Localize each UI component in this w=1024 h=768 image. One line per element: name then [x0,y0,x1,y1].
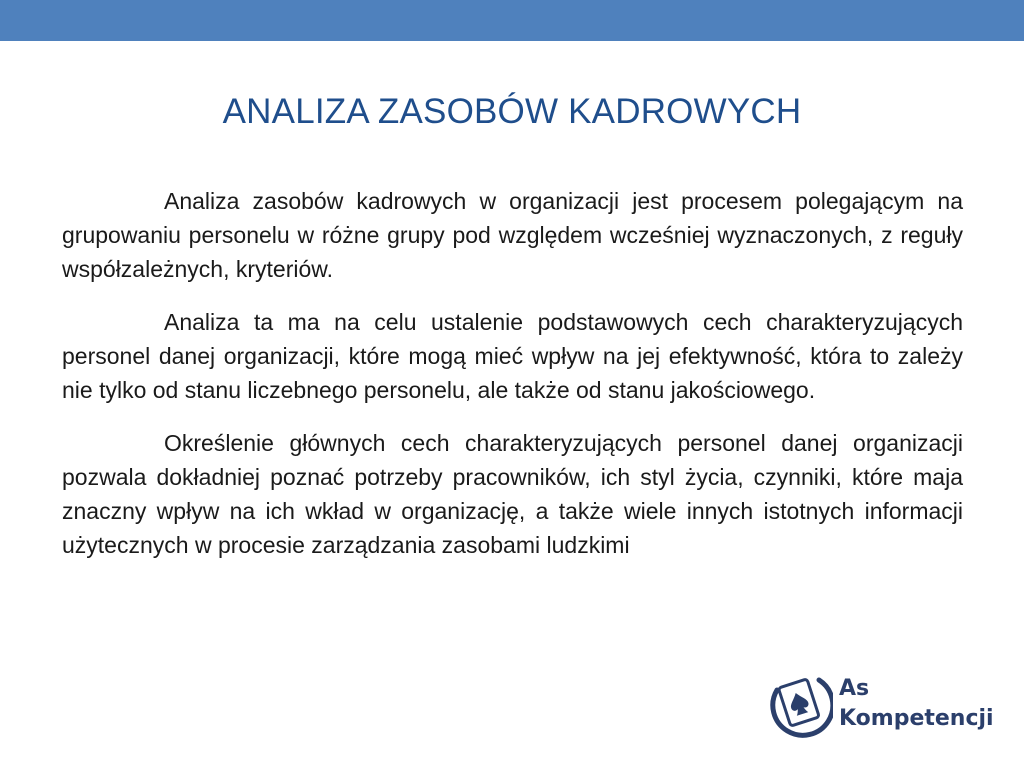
spade-card-icon [769,668,833,746]
slide-title: ANALIZA ZASOBÓW KADROWYCH [222,92,802,131]
paragraph-2: Analiza ta ma na celu ustalenie podstawowych cech charakteryzujących personel danej organizacji, które mogą mieć wpływ na jej efektywność, która to zależy nie tylko od stanu liczebnego personelu, ale także od stanu jakościowego. [62,309,963,403]
logo-text-kompetencji: Kompetencji [839,706,994,731]
paragraph-1: Analiza zasobów kadrowych w organizacji jest procesem polegającym na grupowaniu personelu w różne grupy pod względem wcześniej wyznaczonych, z reguły współzależnych, kryteriów. [62,188,963,282]
paragraph-3: Określenie głównych cech charakteryzujących personel danej organizacji pozwala dokładniej poznać potrzeby pracowników, ich styl życia, czynniki, które maja znaczny wpływ na ich wkład w organizację, a także wiele innych istotnych informacji użytecznych w procesie zarządzania zasobami ludzkimi [62,430,963,558]
as-kompetencji-logo [769,668,999,746]
top-bar [0,0,1024,41]
slide-body [62,184,963,581]
logo-text-as: As [839,676,870,701]
